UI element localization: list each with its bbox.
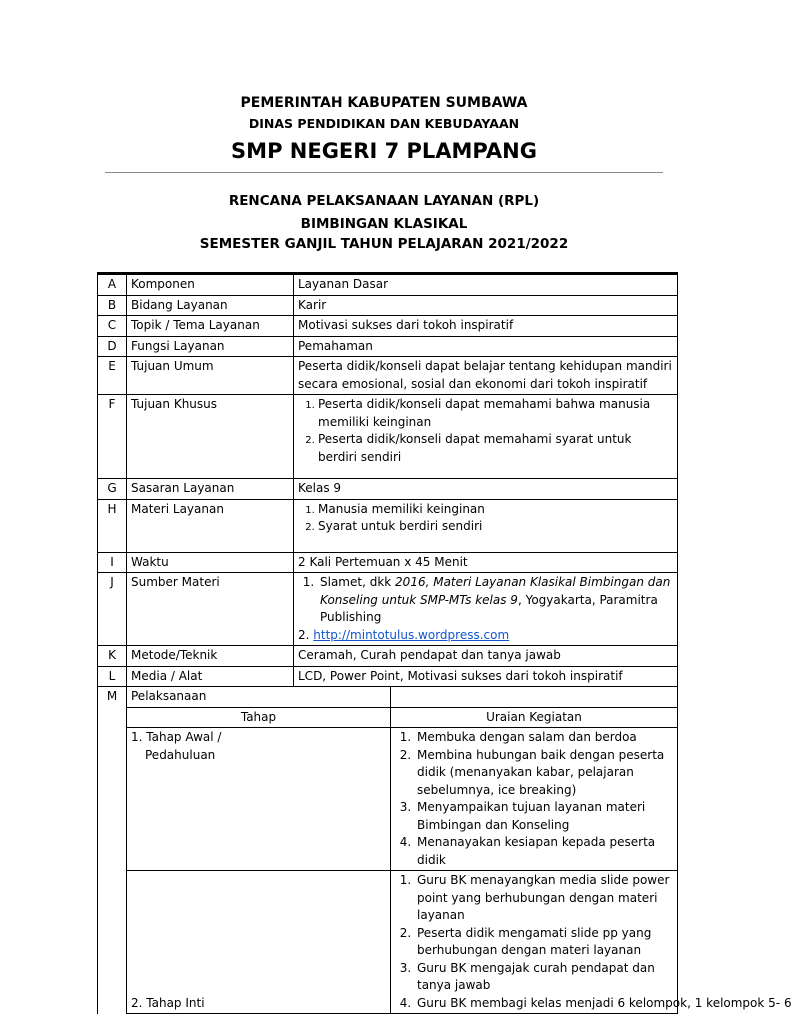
- row-label: Tujuan Umum: [127, 357, 294, 395]
- row-code: K: [98, 646, 127, 667]
- doc-title: RENCANA PELAKSANAAN LAYANAN (RPL): [228, 193, 540, 209]
- doc-subtitle: BIMBINGAN KLASIKAL: [300, 216, 468, 232]
- source-number: 2.: [298, 627, 310, 642]
- list-item: 2. Membina hubungan baik dengan peserta didik (menanyakan kabar, pelajaran sebelumnya, ice breaking): [415, 747, 673, 800]
- row-label: Sumber Materi: [127, 573, 294, 646]
- row-value: Ceramah, Curah pendapat dan tanya jawab: [294, 646, 678, 667]
- activity-list: [395, 729, 673, 869]
- table-row: [98, 707, 678, 728]
- table-row: [98, 295, 678, 316]
- row-value: LCD, Power Point, Motivasi sukses dari tokoh inspiratif: [294, 666, 678, 687]
- stage-name-line: Pedahuluan: [145, 747, 216, 762]
- row-label: Materi Layanan: [127, 499, 294, 552]
- row-label: Media / Alat: [127, 666, 294, 687]
- list-item: 4. Guru BK membagi kelas menjadi 6 kelompok, 1 kelompok 5- 6: [415, 995, 673, 1013]
- doc-semester: SEMESTER GANJIL TAHUN PELAJARAN 2021/2022: [199, 236, 569, 252]
- materials-list: [298, 501, 673, 536]
- source-link[interactable]: http://mintotulus.wordpress.com: [313, 627, 510, 642]
- row-code: M: [98, 687, 127, 1014]
- stage-name: 2. Tahap Inti: [127, 871, 391, 1014]
- list-item: 1. Membuka dengan salam dan berdoa: [415, 729, 673, 747]
- row-label: Metode/Teknik: [127, 646, 294, 667]
- list-item: 2. Peserta didik mengamati slide pp yang berhubungan dengan materi layanan: [415, 925, 673, 960]
- list-item: 3. Menyampaikan tujuan layanan materi Bimbingan dan Konseling: [415, 799, 673, 834]
- source-author: Slamet, dkk: [320, 575, 396, 589]
- row-value: Peserta didik/konseli dapat belajar tentang kehidupan mandiri secara emosional, sosial dan ekonomi dari tokoh inspiratif: [294, 357, 678, 395]
- row-code: A: [98, 274, 127, 296]
- table-row: [98, 479, 678, 500]
- list-item: [318, 574, 673, 627]
- row-code: L: [98, 666, 127, 687]
- row-value: Karir: [294, 295, 678, 316]
- list-item: 2. Syarat untuk berdiri sendiri: [318, 518, 673, 536]
- table-row: [98, 666, 678, 687]
- list-item: 4. Menanayakan kesiapan kepada peserta didik: [415, 834, 673, 869]
- table-row: [98, 499, 678, 552]
- stage-activities: [391, 871, 792, 1014]
- row-code: F: [98, 395, 127, 479]
- row-value: [294, 573, 678, 646]
- row-code: J: [98, 573, 127, 646]
- header-government: PEMERINTAH KABUPATEN SUMBAWA: [240, 95, 528, 111]
- table-row: [98, 687, 678, 708]
- header-school-name: SMP NEGERI 7 PLAMPANG: [231, 139, 537, 163]
- list-item: [298, 627, 673, 645]
- row-code: B: [98, 295, 127, 316]
- table-row: [98, 871, 678, 1014]
- row-code: E: [98, 357, 127, 395]
- row-value: [391, 687, 678, 708]
- row-label: Pelaksanaan: [127, 687, 391, 708]
- row-code: D: [98, 336, 127, 357]
- stage-name: [127, 728, 391, 871]
- source-title: 2016, Materi Layanan Klasikal Bimbingan dan Konseling untuk SMP-MTs kelas 9: [320, 575, 671, 607]
- table-row: [98, 274, 678, 296]
- stage-activities: [391, 728, 678, 871]
- table-row: [98, 357, 678, 395]
- row-code: G: [98, 479, 127, 500]
- col-header-stage: Tahap: [127, 707, 391, 728]
- list-item: 1. Peserta didik/konseli dapat memahami bahwa manusia memiliki keinginan: [318, 396, 673, 431]
- stage-name-line: 1. Tahap Awal /: [131, 730, 222, 744]
- table-row: [98, 552, 678, 573]
- header-department: DINAS PENDIDIKAN DAN KEBUDAYAAN: [248, 116, 520, 131]
- row-label: Komponen: [127, 274, 294, 296]
- row-value: 2 Kali Pertemuan x 45 Menit: [294, 552, 678, 573]
- source-publisher: , Yogyakarta, Paramitra Publishing: [320, 592, 658, 624]
- table-row: [98, 646, 678, 667]
- list-item: 1. Manusia memiliki keinginan: [318, 501, 673, 519]
- table-row: [98, 336, 678, 357]
- list-item: 2. Peserta didik/konseli dapat memahami syarat untuk berdiri sendiri: [318, 431, 673, 466]
- row-label: Sasaran Layanan: [127, 479, 294, 500]
- table-row: [98, 316, 678, 337]
- sources-list: [298, 574, 673, 627]
- row-label: Waktu: [127, 552, 294, 573]
- row-code: C: [98, 316, 127, 337]
- row-label: Topik / Tema Layanan: [127, 316, 294, 337]
- rpl-table: [97, 272, 792, 1014]
- list-item: 1. Guru BK menayangkan media slide power point yang berhubungan dengan materi layanan: [415, 872, 673, 925]
- row-value: Layanan Dasar: [294, 274, 678, 296]
- table-row: [98, 395, 678, 479]
- row-value: Kelas 9: [294, 479, 678, 500]
- specific-goals-list: [298, 396, 673, 466]
- row-label: Bidang Layanan: [127, 295, 294, 316]
- row-value: Motivasi sukses dari tokoh inspiratif: [294, 316, 678, 337]
- header-divider: [105, 172, 663, 173]
- row-value: [294, 499, 678, 552]
- list-item: 3. Guru BK mengajak curah pendapat dan tanya jawab: [415, 960, 673, 995]
- col-header-activity: Uraian Kegiatan: [391, 707, 678, 728]
- table-row: [98, 573, 678, 646]
- row-code: H: [98, 499, 127, 552]
- table-row: [98, 728, 678, 871]
- row-code: I: [98, 552, 127, 573]
- activity-list: [395, 872, 792, 1012]
- row-value: [294, 395, 678, 479]
- row-label: Fungsi Layanan: [127, 336, 294, 357]
- row-label: Tujuan Khusus: [127, 395, 294, 479]
- row-value: Pemahaman: [294, 336, 678, 357]
